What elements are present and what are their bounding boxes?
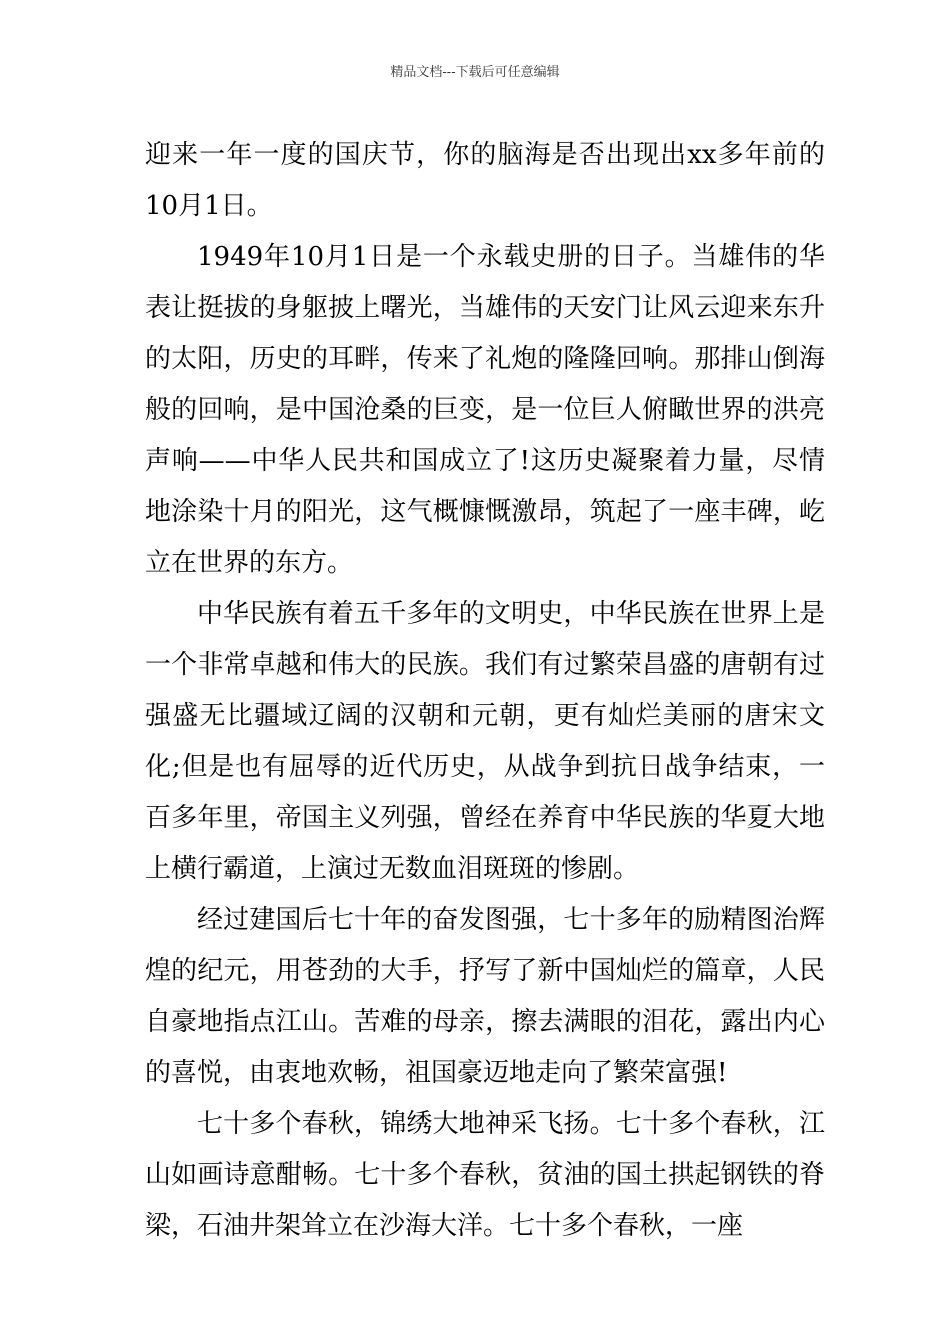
page-header: 精品文档---下载后可任意编辑: [390, 65, 560, 80]
paragraph-2: 1949年10月1日是一个永载史册的日子。当雄伟的华表让挺拔的身躯披上曙光，当雄伟的天安门让风云迎来东升的太阳，历史的耳畔，传来了礼炮的隆隆回响。那排山倒海般的回响，是中国沧桑的巨变，是一位巨人俯瞰世界的洪亮声响——中华人民共和国成立了!这历史凝聚着力量，尽情地涂染十月的阳光，这气概慷慨激昂，筑起了一座丰碑，屹立在世界的东方。: [145, 242, 825, 578]
paragraph-1: 迎来一年一度的国庆节，你的脑海是否出现出xx多年前的10月1日。: [145, 140, 825, 221]
paragraph-5: 七十多个春秋，锦绣大地神采飞扬。七十多个春秋，江山如画诗意酣畅。七十多个春秋，贫油的国土拱起钢铁的脊梁，石油井架耸立在沙海大洋。七十多个春秋，一座: [145, 1109, 825, 1241]
paragraph-3: 中华民族有着五千多年的文明史，中华民族在世界上是一个非常卓越和伟大的民族。我们有过繁荣昌盛的唐朝有过强盛无比疆域辽阔的汉朝和元朝，更有灿烂美丽的唐宋文化;但是也有屈辱的近代历史，从战争到抗日战争结束，一百多年里，帝国主义列强，曾经在养育中华民族的华夏大地上横行霸道，上演过无数血泪斑斑的惨剧。: [145, 599, 825, 884]
paragraph-4: 经过建国后七十年的奋发图强，七十多年的励精图治辉煌的纪元，用苍劲的大手，抒写了新中国灿烂的篇章，人民自豪地指点江山。苦难的母亲，擦去满眼的泪花，露出内心的喜悦，由衷地欢畅，祖国豪迈地走向了繁荣富强!: [145, 905, 825, 1088]
document-body: [145, 130, 825, 1252]
